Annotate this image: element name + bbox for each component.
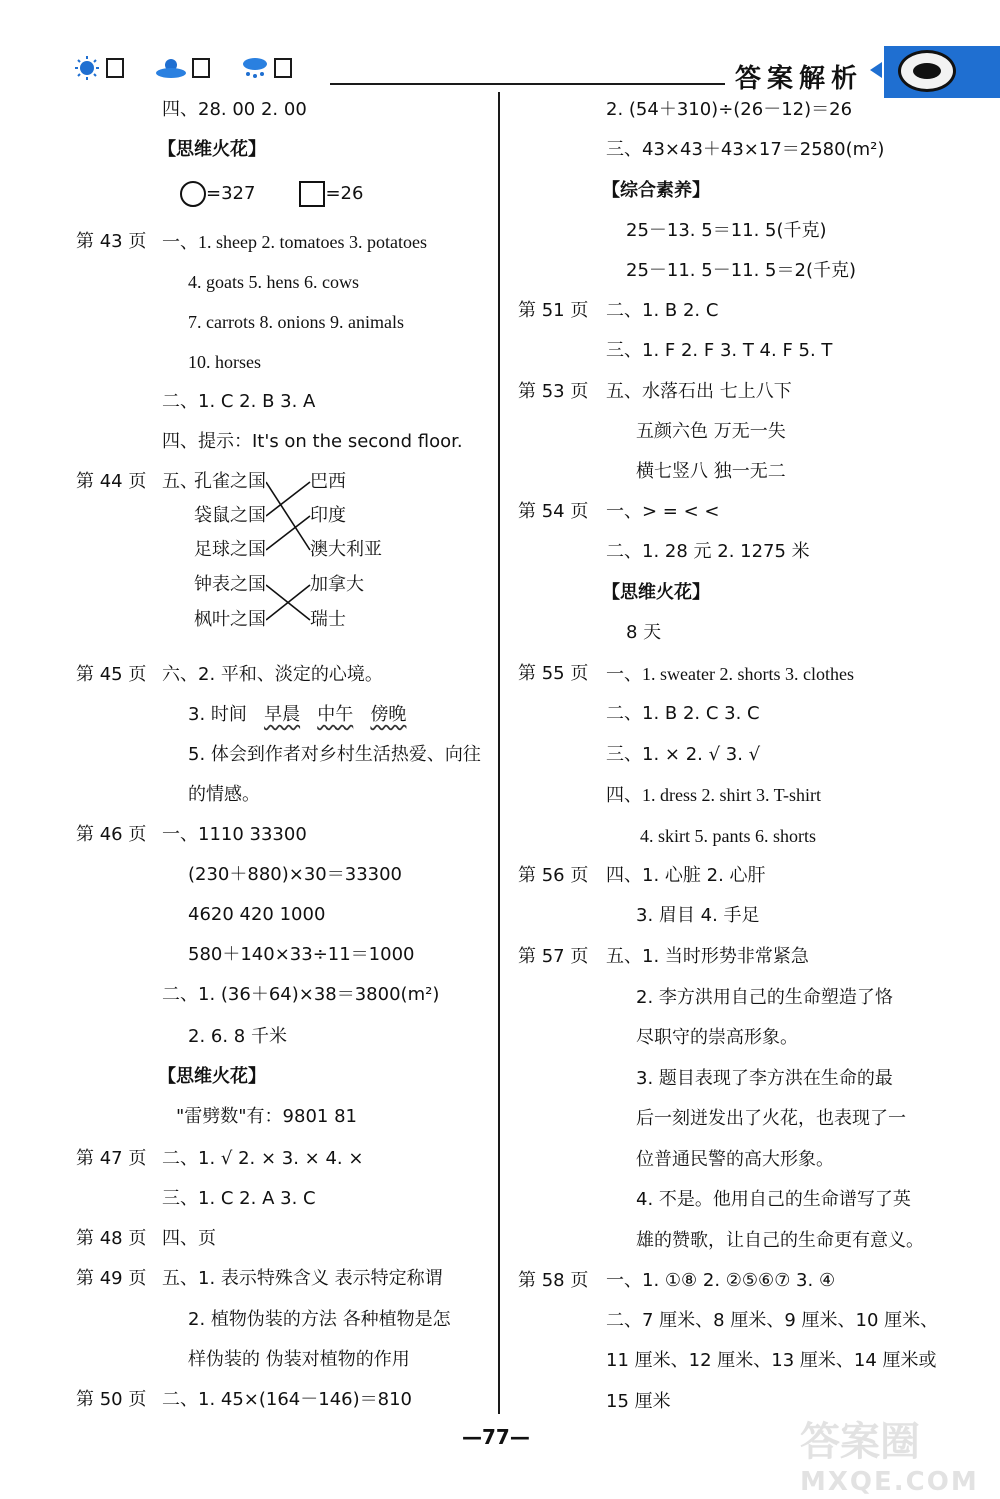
page-label: 第 55 页 (518, 663, 589, 684)
answer-line: 四、1. 心脏 2. 心肝 (606, 865, 766, 886)
answer-line: "雷劈数"有：9801 81 (176, 1106, 357, 1127)
answer-line: 四、1. dress 2. shirt 3. T-shirt (606, 785, 822, 805)
header-rule (330, 83, 725, 85)
page-label: 第 53 页 (518, 381, 589, 402)
wavy-underlined-word: 傍晚 (370, 704, 407, 725)
answer-line: 4. 不是。他用自己的生命谱写了英 (636, 1189, 911, 1210)
watermark-text: 答案圈 (800, 1419, 920, 1465)
section-heading: 【思维火花】 (158, 1066, 266, 1087)
match-right-item: 巴西 (310, 471, 346, 492)
answer-line: 四、28. 00 2. 00 (162, 99, 307, 120)
answer-line: 二、1. B 2. C (606, 300, 719, 321)
answer-line: 2. 6. 8 千米 (188, 1026, 287, 1047)
answer-line: 样伪装的 伪装对植物的作用 (188, 1349, 410, 1370)
match-left-item: 枫叶之国 (194, 609, 266, 630)
weather-icons (72, 56, 292, 80)
answer-line: 后一刻迸发出了火花，也表现了一 (636, 1108, 906, 1129)
answer-line: 六、2. 平和、淡定的心境。 (162, 664, 383, 685)
circle-value: =327 (206, 183, 256, 204)
page-label: 第 54 页 (518, 501, 589, 522)
answer-line: 二、1. 28 元 2. 1275 米 (606, 541, 810, 562)
answer-line: 一、1. sheep 2. tomatoes 3. potatoes (162, 232, 427, 252)
match-left-item: 孔雀之国 (194, 471, 266, 492)
answer-line: 四、提示：It's on the second floor. (162, 431, 463, 452)
answer-line: 2. 李方洪用自己的生命塑造了恪 (636, 987, 893, 1008)
answer-line: 3. 题目表现了李方洪在生命的最 (636, 1068, 893, 1089)
answer-line: 4620 420 1000 (188, 904, 326, 925)
answer-line: 四、页 (162, 1228, 216, 1249)
answer-line: 二、1. C 2. B 3. A (162, 391, 316, 412)
match-right-item: 瑞士 (310, 609, 346, 630)
page-label: 第 57 页 (518, 946, 589, 967)
snow-checkbox-group (240, 56, 292, 80)
match-right-item: 澳大利亚 (310, 539, 382, 560)
cloud-sun-icon (154, 56, 188, 80)
answer-line: 五、1. 表示特殊含义 表示特定称谓 (162, 1268, 443, 1289)
header-title: 答案解析 (735, 64, 864, 94)
answer-line: 11 厘米、12 厘米、13 厘米、14 厘米或 (606, 1350, 937, 1371)
matching-lines (266, 470, 312, 630)
answer-line: 五、水落石出 七上八下 (606, 381, 792, 402)
page-label: 第 58 页 (518, 1270, 589, 1291)
answer-line: 2. (54＋310)÷(26－12)＝26 (606, 99, 853, 120)
answer-line: 一、> = < < (606, 501, 720, 522)
wavy-underlined-word: 中午 (317, 704, 354, 725)
answer-line: 二、1. √ 2. × 3. × 4. × (162, 1148, 364, 1169)
matching-prefix: 五、 (162, 471, 198, 492)
answer-line: 一、1. ①⑧ 2. ②⑤⑥⑦ 3. ④ (606, 1270, 836, 1291)
page-label: 第 56 页 (518, 865, 589, 886)
answer-line: 15 厘米 (606, 1391, 671, 1412)
answer-line: 横七竖八 独一无二 (636, 461, 786, 482)
answer-line: 4. goats 5. hens 6. cows (188, 272, 359, 292)
section-heading: 【思维火花】 (158, 139, 266, 160)
page-label: 第 49 页 (76, 1268, 147, 1289)
answer-line: 二、1. B 2. C 3. C (606, 703, 760, 724)
page-label: 第 47 页 (76, 1148, 147, 1169)
page-label: 第 43 页 (76, 231, 147, 252)
page-label: 第 48 页 (76, 1228, 147, 1249)
cloud-checkbox[interactable] (192, 58, 210, 78)
section-heading: 【思维火花】 (602, 582, 710, 603)
square-value: =26 (325, 183, 364, 204)
answer-line: 2. 植物伪装的方法 各种植物是怎 (188, 1309, 451, 1330)
book-logo-icon (898, 50, 956, 92)
answer-line: 五、1. 当时形势非常紧急 (606, 946, 809, 967)
sun-checkbox[interactable] (106, 58, 124, 78)
answer-line: 雄的赞歌，让自己的生命更有意义。 (636, 1230, 924, 1251)
answer-line: 二、7 厘米、8 厘米、9 厘米、10 厘米、 (606, 1310, 939, 1331)
answer-line: 二、1. 45×(164－146)＝810 (162, 1389, 412, 1410)
answer-line: 五颜六色 万无一失 (636, 421, 786, 442)
page-label: 第 51 页 (518, 300, 589, 321)
circle-shape-icon (180, 181, 206, 207)
answer-line: 三、1. C 2. A 3. C (162, 1188, 316, 1209)
page-label: 第 44 页 (76, 471, 147, 492)
arrow-left-icon (870, 62, 882, 78)
sun-checkbox-group (72, 56, 124, 80)
match-left-item: 袋鼠之国 (194, 505, 266, 526)
snow-checkbox[interactable] (274, 58, 292, 78)
sun-icon (72, 56, 102, 80)
page-label: 第 45 页 (76, 664, 147, 685)
answer-line: 二、1. (36＋64)×38＝3800(m²) (162, 984, 440, 1005)
answer-prefix: 3. 时间 (188, 704, 247, 725)
wavy-underlined-word: 早晨 (264, 704, 301, 725)
answer-line: 一、1. sweater 2. shorts 3. clothes (606, 664, 854, 684)
answer-line: 7. carrots 8. onions 9. animals (188, 312, 404, 332)
answer-line: 25－13. 5＝11. 5(千克) (626, 220, 827, 241)
answer-line: 三、1. × 2. √ 3. √ (606, 744, 761, 765)
answer-line (188, 702, 406, 728)
page-label: 第 50 页 (76, 1389, 147, 1410)
answer-line: 3. 眉目 4. 手足 (636, 905, 760, 926)
answer-line: 4. skirt 5. pants 6. shorts (640, 826, 817, 846)
answer-line: 一、1110 33300 (162, 824, 307, 845)
page-label: 第 46 页 (76, 824, 147, 845)
answer-line: 5. 体会到作者对乡村生活热爱、向往 (188, 744, 481, 765)
section-heading: 【综合素养】 (602, 180, 710, 201)
answer-line: 25－11. 5－11. 5＝2(千克) (626, 260, 857, 281)
page-header (0, 0, 1000, 100)
watermark-url: MXQE.COM (800, 1467, 979, 1497)
watermark-logo (800, 1410, 990, 1497)
snow-cloud-icon (240, 56, 270, 80)
square-shape-icon (299, 181, 325, 207)
column-divider (498, 92, 500, 1414)
answer-line: (230＋880)×30＝33300 (188, 864, 403, 885)
answer-line: 8 天 (626, 622, 662, 643)
match-right-item: 加拿大 (310, 574, 364, 595)
answer-line: 的情感。 (188, 784, 260, 805)
match-left-item: 钟表之国 (194, 574, 266, 595)
answer-line: 尽职守的崇高形象。 (636, 1027, 798, 1048)
cloud-checkbox-group (154, 56, 210, 80)
answer-line: 三、1. F 2. F 3. T 4. F 5. T (606, 340, 833, 361)
page-number: —77— (462, 1425, 530, 1449)
match-left-item: 足球之国 (194, 539, 266, 560)
answer-line: 580＋140×33÷11＝1000 (188, 944, 415, 965)
answer-line: 10. horses (188, 352, 261, 372)
match-right-item: 印度 (310, 505, 346, 526)
answer-line: 三、43×43＋43×17＝2580(m²) (606, 139, 885, 160)
answer-line: 位普通民警的高大形象。 (636, 1149, 834, 1170)
answer-line (180, 181, 363, 207)
